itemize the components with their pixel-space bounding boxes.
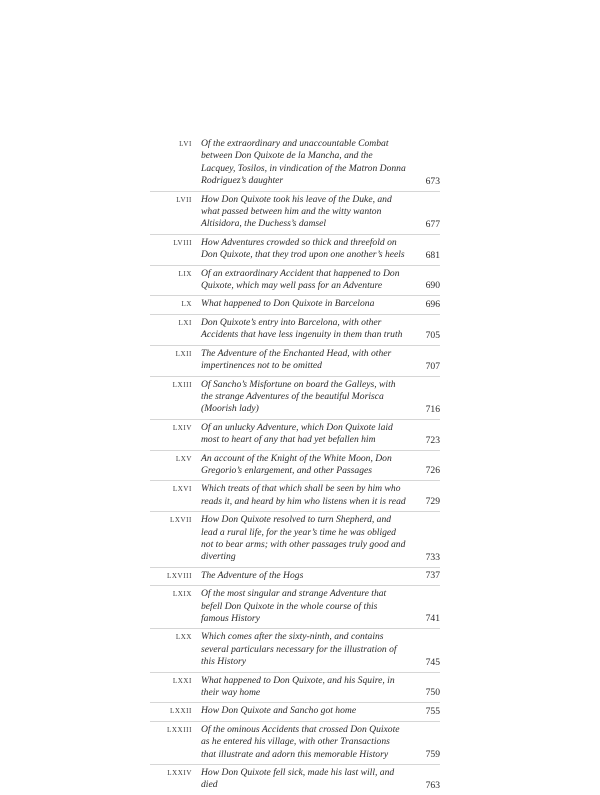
toc-entry <box>150 628 440 671</box>
page-number: 755 <box>425 705 440 717</box>
page-number: 737 <box>425 570 440 582</box>
page-number: 759 <box>425 749 440 761</box>
page-number: 707 <box>425 360 440 372</box>
page-number: 723 <box>425 434 440 446</box>
page-number: 673 <box>425 175 440 187</box>
page-number: 716 <box>425 403 440 415</box>
chapter-numeral: LXIII <box>172 380 192 389</box>
chapter-numeral: LXIV <box>172 423 192 432</box>
chapter-title: An account of the Knight of the White Moon, Don Gregorio’s enlargement, and other Passages <box>201 452 392 476</box>
chapter-numeral: LVI <box>179 140 192 148</box>
page-number: 705 <box>425 329 440 341</box>
chapter-numeral: LXIX <box>172 590 192 599</box>
toc-entry <box>150 721 440 764</box>
chapter-title: Of the extraordinary and unaccountable Combat between Don Quixote de la Mancha, and the Lacquey, Tosilos, in vindication of the Matron Donna Rodriguez’s daughter <box>201 138 406 187</box>
page-number: 677 <box>425 218 440 230</box>
chapter-title: Don Quixote’s entry into Barcelona, with other Accidents that have less ingenuity in them than truth <box>201 316 403 341</box>
chapter-title: Of an extraordinary Accident that happened to Don Quixote, which may well pass for an Adventure <box>201 267 400 292</box>
page-number: 681 <box>425 249 440 261</box>
chapter-numeral: LXVI <box>172 485 192 494</box>
chapter-numeral: LXVII <box>169 516 192 525</box>
chapter-title: Of an unlucky Adventure, which Don Quixote laid most to heart of any that had yet befallen him <box>201 421 393 446</box>
chapter-title: What happened to Don Quixote in Barcelona <box>201 298 375 310</box>
toc-entry <box>150 764 440 795</box>
chapter-title: What happened to Don Quixote, and his Squire, in their way home <box>201 674 395 699</box>
chapter-numeral: LIX <box>178 269 192 278</box>
page-number: 690 <box>425 280 440 292</box>
toc-entry <box>150 702 440 720</box>
chapter-numeral: LXX <box>175 633 192 642</box>
chapter-numeral: LVII <box>176 195 192 204</box>
toc-entry <box>150 419 440 450</box>
chapter-numeral: LXXIV <box>167 769 192 778</box>
chapter-title: Which treats of that which shall be seen by him who reads it, and heard by him who listens when it is read <box>201 483 406 507</box>
chapter-numeral: LXXI <box>172 676 192 685</box>
chapter-title: Of the ominous Accidents that crossed Don Quixote as he entered his village, with other Transactions that illustrate and adorn this memorable History <box>201 723 400 760</box>
toc-entry <box>150 567 440 585</box>
toc-entry <box>150 585 440 628</box>
chapter-numeral: LXXII <box>169 707 192 716</box>
page-number: 750 <box>425 687 440 699</box>
page-number: 745 <box>425 656 440 668</box>
chapter-numeral: LXII <box>175 349 192 358</box>
chapter-title: How Don Quixote took his leave of the Duke, and what passed between him and the witty wanton Altisidora, the Duchess’s damsel <box>201 193 392 230</box>
toc-entry <box>150 295 440 313</box>
page-number: 729 <box>425 496 440 508</box>
chapter-numeral: LXXIII <box>167 725 192 734</box>
chapter-numeral: LVIII <box>173 238 192 247</box>
toc-entry <box>150 672 440 703</box>
toc-entry <box>150 480 440 511</box>
chapter-numeral: LXV <box>175 454 192 463</box>
toc-entry <box>150 234 440 265</box>
chapter-title: Of Sancho’s Misfortune on board the Galleys, with the strange Adventures of the beautiful Morisca (Moorish lady) <box>201 378 396 415</box>
chapter-title: The Adventure of the Hogs <box>201 569 304 581</box>
chapter-numeral: LX <box>181 300 192 309</box>
chapter-numeral: LXI <box>178 318 192 327</box>
chapter-title: How Don Quixote fell sick, made his last will, and died <box>201 767 395 791</box>
toc-entry <box>150 136 440 191</box>
toc-entry <box>150 450 440 481</box>
toc-entry <box>150 191 440 234</box>
chapter-numeral: LXVIII <box>167 571 192 580</box>
chapter-title: How Don Quixote resolved to turn Shepherd, and lead a rural life, for the year’s time he was obliged not to bear arms; with other passages truly good and diverting <box>201 514 406 563</box>
page-number: 733 <box>425 551 440 563</box>
chapter-title: The Adventure of the Enchanted Head, with other impertinences not to be omitted <box>201 347 392 372</box>
page-number: 726 <box>425 465 440 477</box>
chapter-title: Which comes after the sixty-ninth, and contains several particulars necessary for the illustration of this History <box>201 631 397 668</box>
page-number: 696 <box>425 298 440 310</box>
toc-entry <box>150 511 440 567</box>
toc-entry <box>150 265 440 296</box>
chapter-title: How Adventures crowded so thick and threefold on Don Quixote, that they trod upon one another’s heels <box>201 236 405 261</box>
chapter-title: Of the most singular and strange Adventure that befell Don Quixote in the whole course of this famous History <box>201 588 387 624</box>
toc-entry <box>150 376 440 419</box>
toc-entry <box>150 314 440 345</box>
toc-entry <box>150 345 440 376</box>
page-number: 741 <box>425 613 440 625</box>
page-number: 763 <box>425 779 440 791</box>
table-of-contents <box>150 136 440 795</box>
chapter-title: How Don Quixote and Sancho got home <box>201 705 357 717</box>
